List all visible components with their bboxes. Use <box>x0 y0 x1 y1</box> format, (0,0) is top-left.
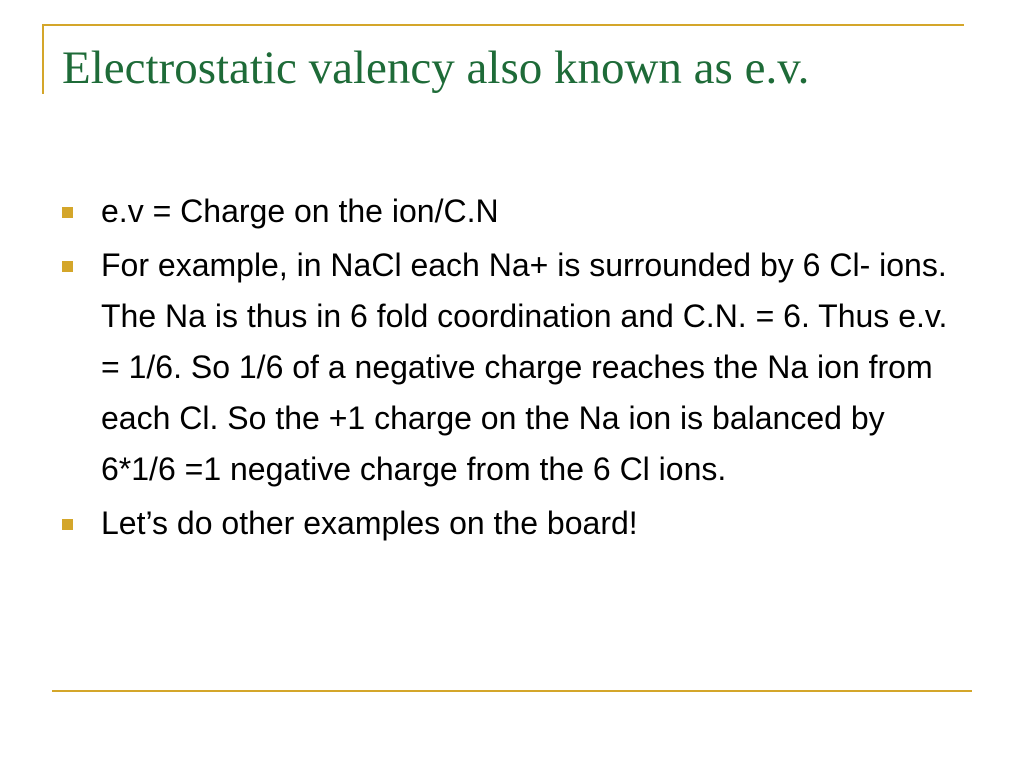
bullet-text: Let’s do other examples on the board! <box>101 505 638 541</box>
square-bullet-icon <box>62 207 73 218</box>
bullet-item-3 <box>62 498 962 549</box>
bottom-divider <box>52 690 972 692</box>
bullet-text: e.v = Charge on the ion/C.N <box>101 193 499 229</box>
bullet-item-1 <box>62 186 962 237</box>
bullet-item-2 <box>62 240 962 495</box>
bullet-list <box>62 186 962 552</box>
square-bullet-icon <box>62 519 73 530</box>
slide-title: Electrostatic valency also known as e.v. <box>62 42 810 94</box>
title-frame-top-rule <box>42 24 964 26</box>
bullet-text: For example, in NaCl each Na+ is surrounded by 6 Cl- ions. The Na is thus in 6 fold coordination and C.N. = 6. Thus e.v. = 1/6. So 1/6 of a negative charge reaches the Na ion from each Cl. So the +1 charge on the Na ion is balanced by 6*1/6 =1 negative charge from the 6 Cl ions. <box>101 247 948 487</box>
square-bullet-icon <box>62 261 73 272</box>
title-frame-left-rule <box>42 24 44 94</box>
